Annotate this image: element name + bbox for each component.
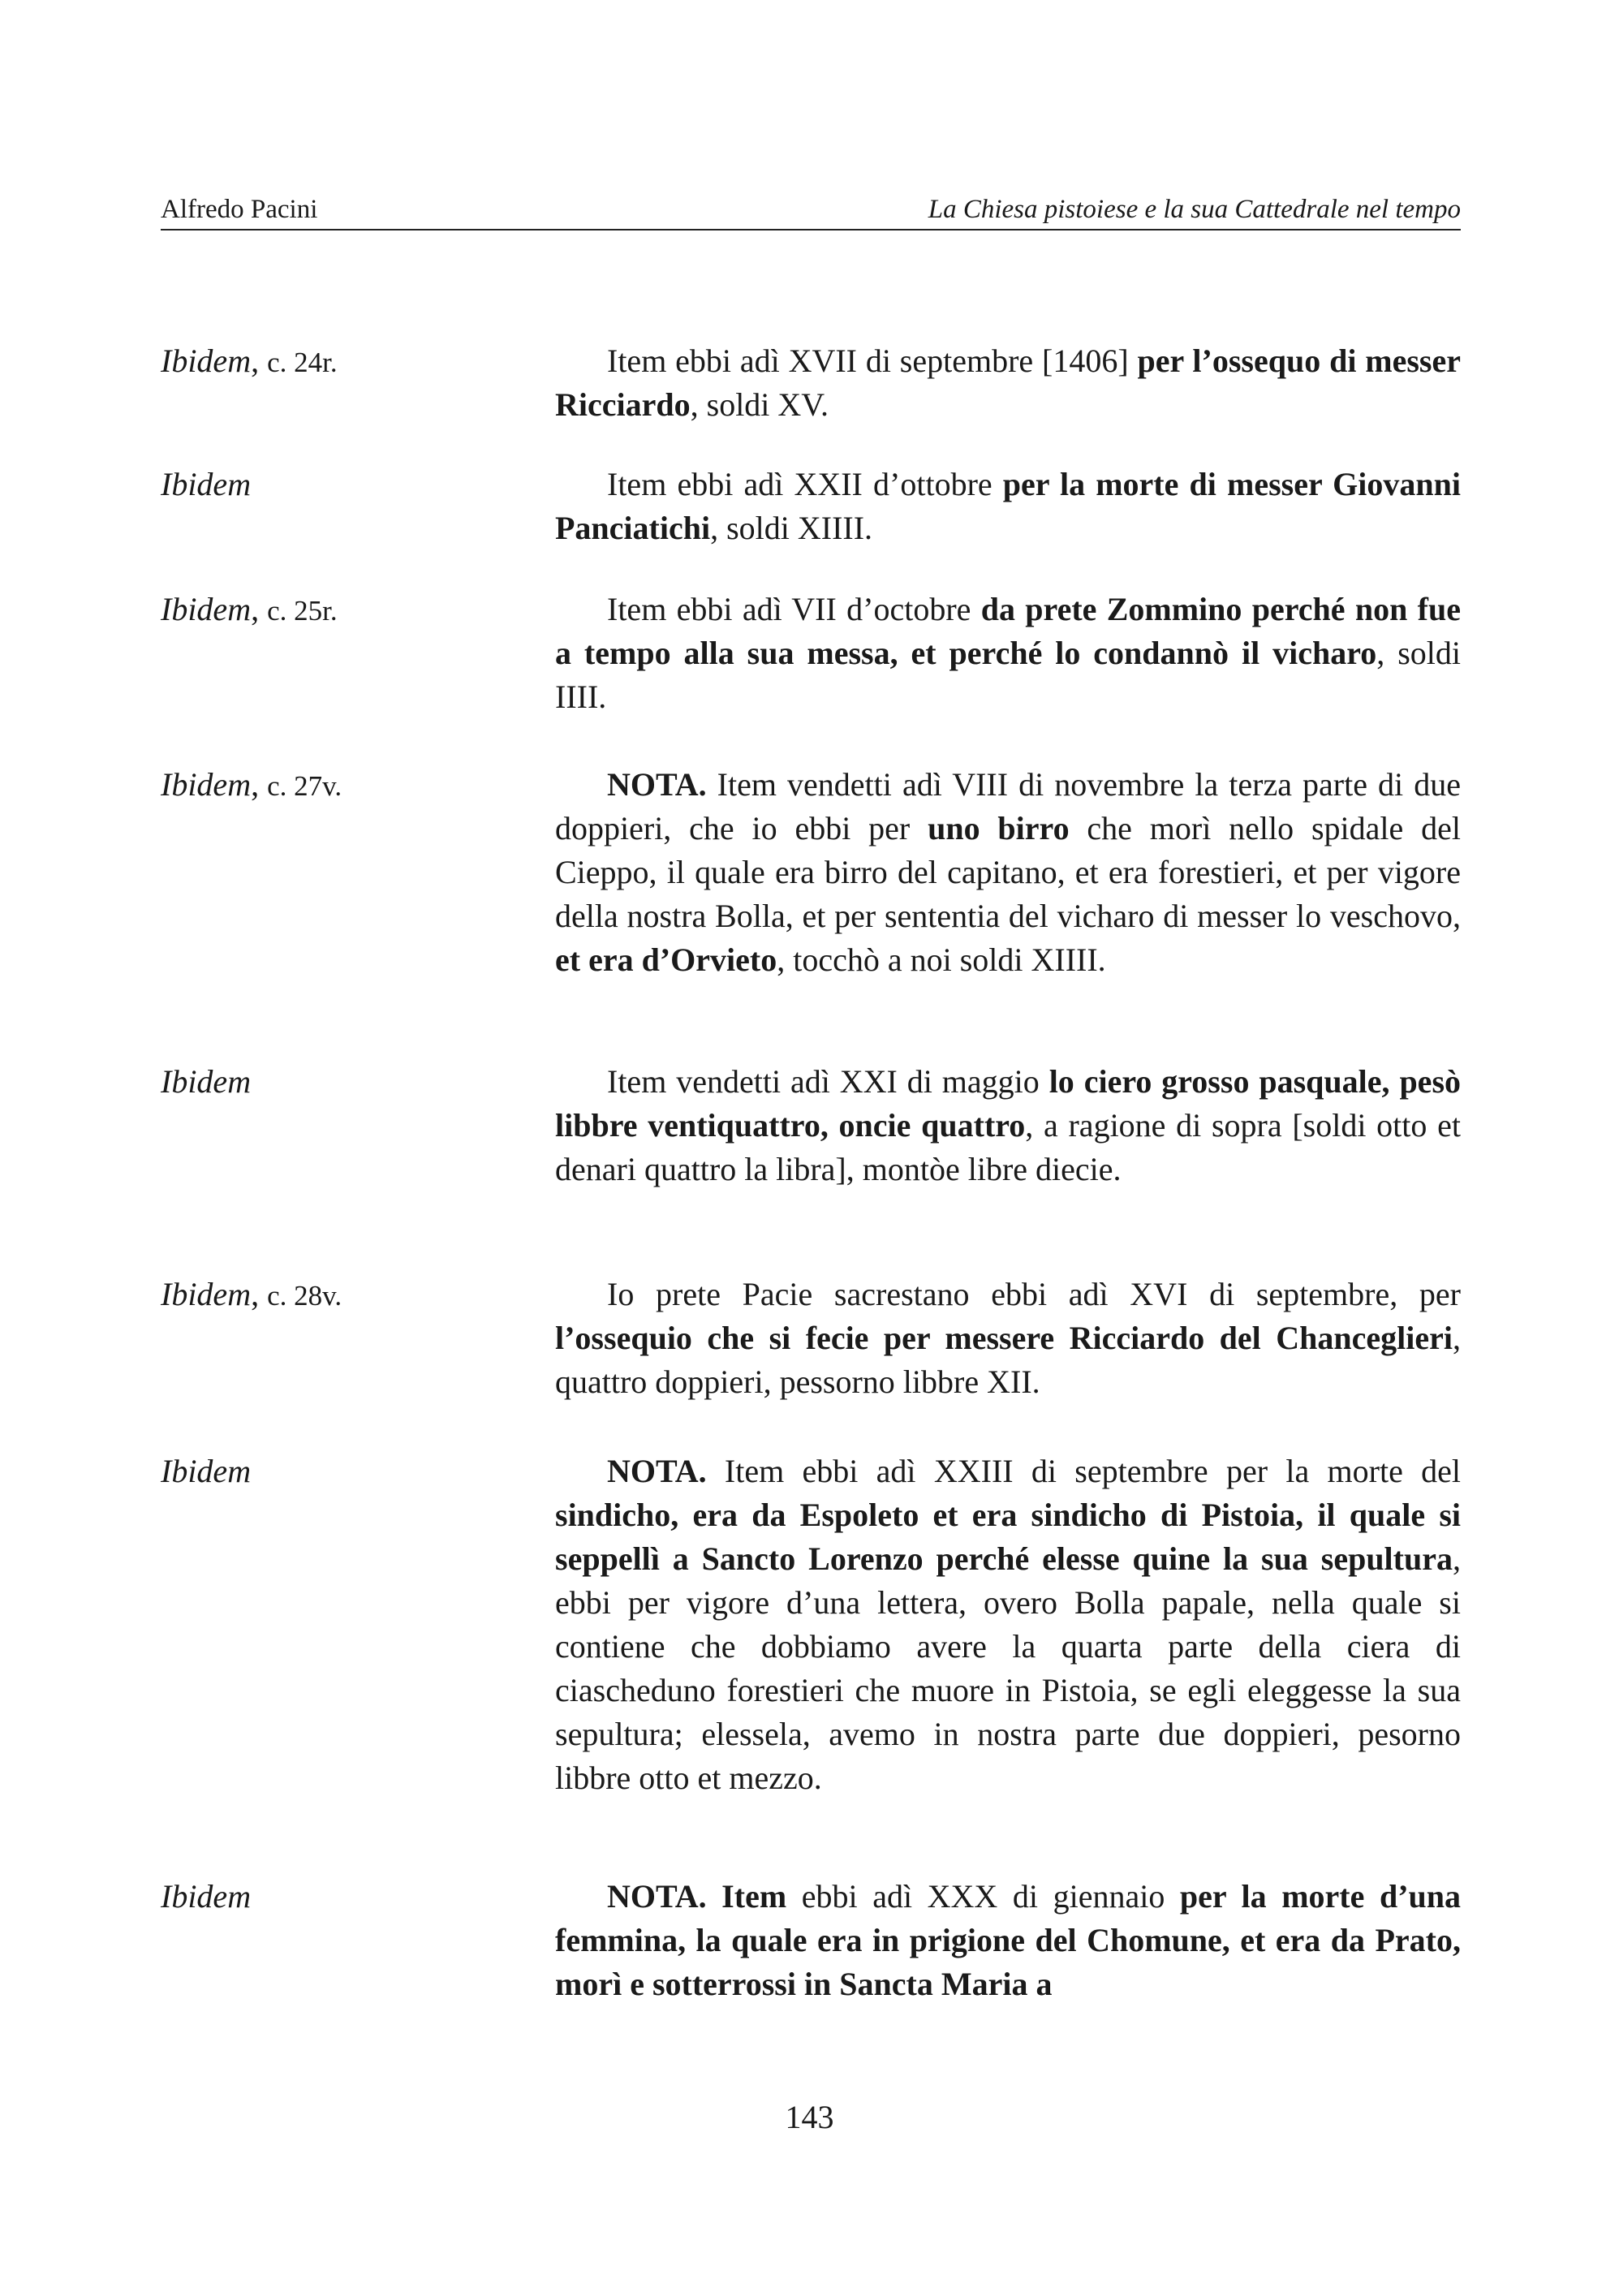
entry-text — [555, 463, 1461, 550]
ibidem-label: Ibidem — [161, 1276, 252, 1312]
source-reference: Ibidem, c. 27v. — [161, 766, 342, 803]
entry-text — [555, 339, 1461, 427]
text-run: Io prete Pacie sacrestano ebbi adì XVI di septembre, per — [607, 1276, 1461, 1312]
source-reference — [161, 1450, 251, 1493]
ibidem-label: Ibidem — [161, 766, 252, 803]
source-reference: Ibidem, c. 24r. — [161, 342, 338, 379]
emphasized-text: sindicho, era da Espoleto et era sindicho di Pistoia, il quale si seppellì a Sancto Lorenzo perché elesse quine la sua sepultura — [555, 1497, 1461, 1577]
text-run: Item ebbi adì VII d’octobre — [607, 591, 981, 627]
emphasized-text: NOTA. — [607, 1453, 707, 1489]
page-number: 143 — [785, 2099, 834, 2135]
entry-text — [555, 763, 1461, 982]
source-reference — [161, 1875, 251, 1919]
text-run: Item ebbi adì XXII d’ottobre — [607, 466, 1003, 502]
emphasized-text: l’ossequio che si fecie per messere Ricciardo del Chanceglieri — [555, 1320, 1453, 1356]
ibidem-label: Ibidem — [161, 1453, 252, 1489]
entry-text — [555, 1273, 1461, 1404]
text-run: , tocchò a noi soldi XIIII. — [777, 941, 1106, 978]
text-run: ebbi adì XXX di giennaio — [786, 1878, 1180, 1915]
text-run: Item vendetti adì XXI di maggio — [607, 1063, 1049, 1100]
text-run: , soldi XV. — [690, 386, 829, 423]
folio-reference: c. 25r. — [267, 595, 338, 627]
emphasized-text: NOTA. — [607, 766, 707, 803]
emphasized-text: uno birro — [928, 810, 1070, 846]
source-reference: Ibidem, c. 28v. — [161, 1276, 342, 1312]
ibidem-label: Ibidem — [161, 1878, 252, 1915]
source-reference: Ibidem, c. 25r. — [161, 591, 338, 627]
folio-reference: c. 28v. — [267, 1280, 342, 1312]
folio-reference: c. 24r. — [267, 347, 338, 378]
emphasized-text: da prete Zommino perché non fue a tempo alla sua messa, et perché lo condannò il vicharo — [555, 591, 1461, 671]
text-run: , soldi IIII. — [555, 635, 1462, 715]
entry-text — [555, 588, 1461, 719]
text-run: che morì nello spidale del Cieppo, il quale era birro del capitano, et era forestieri, et per vigore della nostra Bolla, et per sententia del vicharo di messer lo veschovo, — [555, 810, 1461, 934]
emphasized-text: lo ciero grosso pasquale, pesò libbre ventiquattro, oncie quattro — [555, 1063, 1462, 1144]
text-run: Item ebbi adì XVII di septembre [1406] — [607, 342, 1138, 379]
ibidem-label: Ibidem — [161, 1063, 252, 1100]
source-reference — [161, 1060, 251, 1104]
entry-text — [555, 1875, 1461, 2006]
text-run: , quattro doppieri, pessorno libbre XII. — [555, 1320, 1461, 1400]
text-run: Item vendetti adì VIII di novembre la terza parte di due doppieri, che io ebbi per — [555, 766, 1461, 846]
emphasized-text: per l’ossequo di messer Ricciardo — [555, 342, 1461, 423]
emphasized-text: per la morte d’una femmina, la quale era in prigione del Chomune, et era da Prato, morì e sotterrossi in Sancta Maria a — [555, 1878, 1462, 2002]
running-head-author: Alfredo Pacini — [161, 195, 318, 224]
source-reference — [161, 463, 251, 506]
running-head — [161, 188, 1461, 230]
text-run: , soldi XIIII. — [710, 510, 873, 546]
entry-text — [555, 1450, 1461, 1800]
ibidem-label: Ibidem — [161, 342, 252, 379]
ibidem-label: Ibidem — [161, 466, 252, 502]
text-run: , ebbi per vigore d’una lettera, overo Bolla papale, nella quale si contiene che dobbiamo avere la quarta parte della ciera di ciascheduno forestieri che muore in Pistoia, se egli eleggesse la sua sepultura; elessela, avemo in nostra parte due doppieri, pesorno libbre otto et mezzo. — [555, 1540, 1461, 1796]
folio-reference: c. 27v. — [267, 770, 342, 802]
emphasized-text: et era d’Orvieto — [555, 941, 777, 978]
emphasized-text: NOTA. Item — [607, 1878, 787, 1915]
entry-text — [555, 1060, 1461, 1191]
ibidem-label: Ibidem — [161, 591, 252, 627]
running-head-title: La Chiesa pistoiese e la sua Cattedrale nel tempo — [928, 195, 1461, 224]
text-run: , a ragione di sopra [soldi otto et denari quattro la libra], montòe libre diecie. — [555, 1107, 1461, 1187]
text-run: Item ebbi adì XXIII di septembre per la morte del — [706, 1453, 1461, 1489]
emphasized-text: per la morte di messer Giovanni Panciatichi — [555, 466, 1461, 546]
